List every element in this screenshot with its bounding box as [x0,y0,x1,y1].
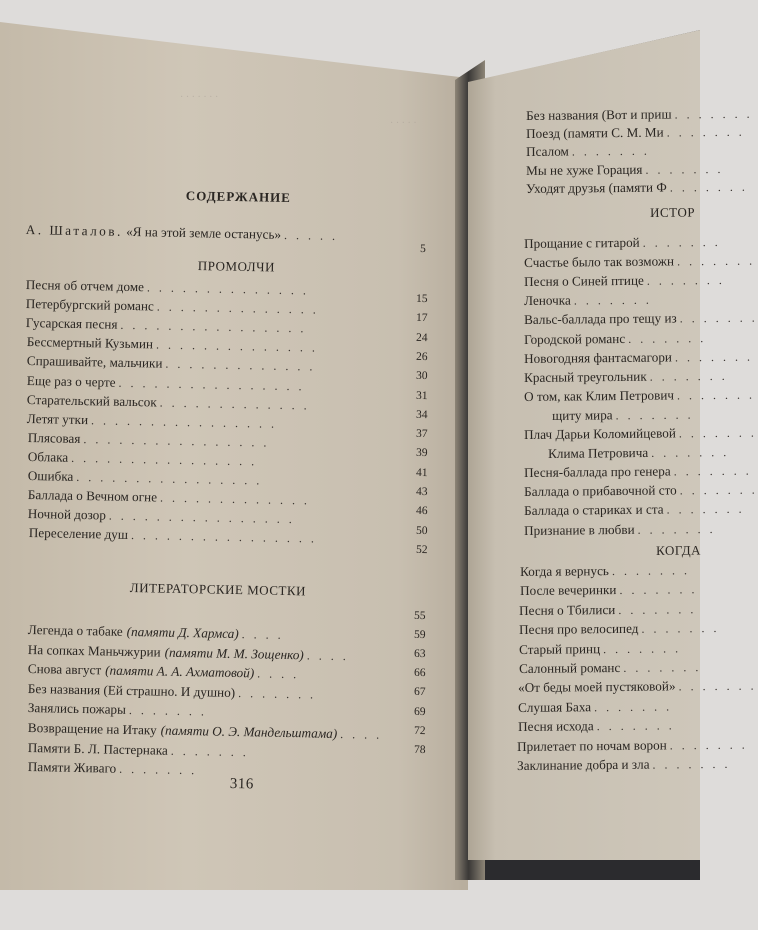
toc-page-number: 41 [415,466,428,479]
leader-dots: . . . . . . . [642,234,721,250]
leader-dots: . . . . . . . . . . . . . . . . [130,528,317,546]
leader-dots: . . . . . . . . . . . . . . [156,299,320,317]
toc-entry-title: Баллада о стариках и ста [524,501,664,519]
toc-entry [519,620,720,638]
toc-entry-title: Переселение душ [28,525,128,543]
toc-entry [524,348,753,366]
toc-entry [526,161,724,179]
leader-dots: . . . . . . . [645,161,724,177]
contents-heading: СОДЕРЖАНИЕ [185,188,292,206]
leader-dots: . . . . . [283,227,339,243]
toc-entry-title: Прощание с гитарой [524,234,640,251]
toc-entry-title: Гусарская песня [26,315,119,332]
toc-entry-title: Облака [27,448,69,465]
toc-entry-title: щиту мира [552,407,613,423]
leader-dots: . . . . . . . . . . . . . [160,490,311,508]
toc-entry-note: (памяти А. А. Ахматовой) [105,662,255,681]
show-through-text: · · · · · · · [180,92,219,103]
leader-dots: . . . . . . . [596,718,675,734]
toc-page-number: 46 [415,505,428,518]
toc-entry [524,463,752,481]
intro-page: 5 [419,242,426,256]
toc-page-number: 37 [415,427,428,441]
leader-dots: . . . . . . . [646,273,725,288]
leader-dots: . . . . . . . . . . . . . . [146,280,310,298]
toc-entry-title: Без названия (Ей страшно. И душно) [27,680,236,700]
leader-dots: . . . . . . . . . . . . . . . . [76,469,263,488]
toc-entry-title: После вечеринки [519,582,617,599]
leader-dots: . . . . . . . . . . . . . . . . [70,450,258,469]
toc-entry-title: Старательский вальсок [26,391,158,410]
toc-page-number: 17 [415,312,428,325]
leader-dots: . . . . [241,627,284,642]
toc-page-number: 30 [415,370,428,383]
toc-entry-title: На сопках Маньчжурии [27,641,161,660]
toc-entry [524,330,706,348]
toc-page-number: 31 [415,389,428,402]
toc-entry [518,678,757,696]
leader-dots: . . . . . . . [676,387,756,403]
leader-dots: . . . . . . . [170,743,249,759]
toc-entry [519,659,701,677]
toc-entry-title: Когда я вернусь [520,563,609,579]
leader-dots: . . . . . . . [652,756,731,772]
leader-dots: . . . . . . . [673,463,752,479]
leader-dots: . . . . . . . [679,310,758,326]
toc-entry-title: Баллада о Вечном огне [27,487,158,505]
toc-entry-title: Плач Дарьи Коломийцевой [524,425,676,442]
leader-dots: . . . . . . . [238,685,317,702]
toc-entry-title: Клима Петровича [548,445,649,462]
leader-dots: . . . . . . . [674,106,753,122]
toc-entry-title: Еще раз о черте [26,372,116,390]
toc-entry-title: Занялись пожары [27,700,127,718]
toc-entry-title: Псалом [526,143,569,160]
leader-dots: . . . . . . . [602,640,681,656]
toc-entry [524,501,745,519]
toc-entry-title: Песня-баллада про генера [524,463,671,481]
toc-page-number: 39 [415,447,428,460]
toc-entry-title: «От беды моей пустяковой» [518,678,676,696]
leader-dots: . . . . . . . [637,521,716,537]
toc-entry-note: (памяти М. М. Зощенко) [164,644,304,662]
leader-dots: . . . . . . . . . . . . . [159,395,310,413]
section-heading-kogda: КОГДА [656,542,702,558]
leader-dots: . . . . . . . . . . . . . . . . [120,318,307,336]
toc-page-number: 26 [415,350,428,363]
toc-entry [519,640,681,658]
toc-entry [526,143,650,160]
toc-entry-title: Старый принц [518,640,600,657]
toc-page-number: 67 [413,686,426,699]
toc-page-number: 43 [415,485,428,499]
toc-entry-title: Красный треугольник [524,368,647,385]
toc-entry-title: Салонный романс [518,659,620,676]
toc-entry-title: О том, как Клим Петрович [524,387,675,404]
toc-entry [517,736,748,754]
toc-entry [526,106,753,124]
leader-dots: . . . . . . . [674,349,754,365]
toc-entry [524,368,728,386]
section-heading-istor: ИСТОР [650,204,696,220]
toc-page-number: 66 [413,667,426,680]
toc-entry [552,406,694,423]
toc-entry-title: Баллада о прибавочной сто [524,482,677,500]
leader-dots: . . . . . . . [666,124,745,140]
toc-entry-title: Уходят друзья (памяти Ф [526,179,667,196]
toc-entry [524,425,757,443]
toc-entry [518,718,675,736]
leader-dots: . . . . . . . . . . . . . . . . [91,412,278,431]
leader-dots: . . . . . . . [622,660,701,675]
leader-dots: . . . . . . . . . . . . . . [155,337,318,355]
toc-page-number: 50 [415,524,428,537]
toc-page-number: 69 [413,705,426,718]
leader-dots: . . . . . . . [649,368,728,384]
toc-entry-title: Легенда о табаке [27,622,123,639]
leader-dots: . . . . . . . [678,425,757,441]
toc-page-number: 55 [413,609,426,623]
intro-author: А. Шаталов. [25,222,124,239]
toc-entry [524,292,652,309]
leader-dots: . . . . . . . [615,407,694,423]
toc-entry [524,310,758,328]
toc-entry-title: Вальс-баллада про тещу из [524,310,677,328]
leader-dots: . . . . . . . [666,502,745,517]
toc-entry [518,698,672,716]
toc-entry [524,482,758,500]
toc-entry [524,272,725,290]
toc-page-number: 15 [415,292,428,306]
toc-entry-title: Памяти Б. Л. Пастернака [27,739,169,758]
leader-dots: . . . . . . . . . . . . . . . . [82,431,270,450]
toc-entry [548,444,729,462]
toc-entry [524,253,755,271]
leader-dots: . . . . . . . . . . . . . . . . [109,508,296,527]
toc-entry-title: Спрашивайте, мальчики [26,353,163,371]
toc-entry-title: Городской романс [524,330,626,347]
intro-title: «Я на этой земле останусь» [126,223,282,242]
toc-entry [520,582,698,600]
toc-entry-title: Признание в любви [524,521,635,538]
leader-dots: . . . . . . . [571,144,650,159]
leader-dots: . . . . . . . . . . . . . [165,357,316,374]
toc-page-number: 34 [415,408,428,421]
toc-entry-note: (памяти Д. Хармса) [126,623,239,642]
leader-dots: . . . . . . . [128,703,208,719]
toc-page-number: 59 [413,628,426,642]
toc-entry-title: Снова август [27,661,102,678]
leader-dots: . . . . . . . [573,292,652,308]
toc-entry-title: Песня о Синей птице [524,272,644,290]
leader-dots: . . . . . . . [651,445,730,461]
toc-entry-title: Леночка [524,292,571,309]
toc-entry-title: Ошибка [27,468,74,484]
leader-dots: . . . . [340,726,383,742]
leader-dots: . . . . . . . [679,482,758,498]
section-heading-promolchi: ПРОМОЛЧИ [197,258,276,275]
page-number: 316 [229,776,254,793]
toc-entry-title: Поезд (памяти С. М. Ми [526,124,664,142]
toc-entry-title: Счастье было так возможн [524,253,675,271]
toc-entry [524,234,721,252]
toc-entry-title: Мы не хуже Горация [526,161,643,178]
toc-entry-title: Слушая Баха [517,699,592,715]
leader-dots: . . . . . . . [119,761,198,778]
show-through-text: · · · · · [390,118,417,129]
toc-entry-title: Песня об отчем доме [25,277,145,295]
toc-page-number: 72 [413,724,426,737]
leader-dots: . . . . . . . [676,253,756,269]
toc-entry-title: Летят утки [27,410,89,427]
section-heading-mostki: ЛИТЕРАТОРСКИЕ МОСТКИ [129,580,307,599]
toc-entry [524,520,716,538]
toc-entry-title: Прилетает по ночам ворон [517,737,668,754]
toc-entry-title: Песня о Тбилиси [519,601,616,618]
leader-dots: . . . . . . . [619,582,698,598]
toc-entry [524,386,755,404]
toc-entry-title: Петербургский романс [25,296,155,314]
toc-entry [517,756,731,774]
toc-entry-title: Новогодняя фантасмагори [524,349,673,366]
leader-dots: . . . . . . . [593,699,673,714]
toc-entry-title: Возвращение на Итаку [27,720,157,738]
leader-dots: . . . . . . . . . . . . . . . . [118,375,305,393]
toc-entry-title: Ночной дозор [28,506,107,523]
toc-page-number: 24 [415,331,428,344]
leader-dots: . . . . [306,647,349,663]
leader-dots: . . . . . . . [628,330,707,346]
toc-entry-title: Плясовая [27,429,81,446]
toc-page-number: 63 [413,648,426,661]
toc-entry [519,601,696,619]
leader-dots: . . . . . . . [669,737,749,752]
leader-dots: . . . . . . . [641,621,720,636]
leader-dots: . . . . . . . [678,678,757,694]
toc-entry-title: Памяти Живаго [27,759,117,776]
toc-entry-title: Песня про велосипед [519,620,639,638]
toc-entry-title: Бессмертный Кузьмин [26,334,153,352]
leader-dots: . . . . [257,666,300,682]
toc-entry [526,178,748,196]
leader-dots: . . . . . . . [618,601,697,617]
leader-dots: . . . . . . . [611,563,690,579]
toc-page-number: 78 [413,743,426,756]
toc-page-number: 52 [415,543,428,556]
toc-entry-title: Песня исхода [517,718,594,735]
toc-entry-note: (памяти О. Э. Мандельштама) [160,722,338,741]
toc-entry-title: Без названия (Вот и приш [526,106,672,123]
toc-entry [520,562,690,580]
toc-entry [526,124,745,142]
toc-entry-title: Заклинание добра и зла [517,756,650,773]
leader-dots: . . . . . . . [669,179,748,195]
